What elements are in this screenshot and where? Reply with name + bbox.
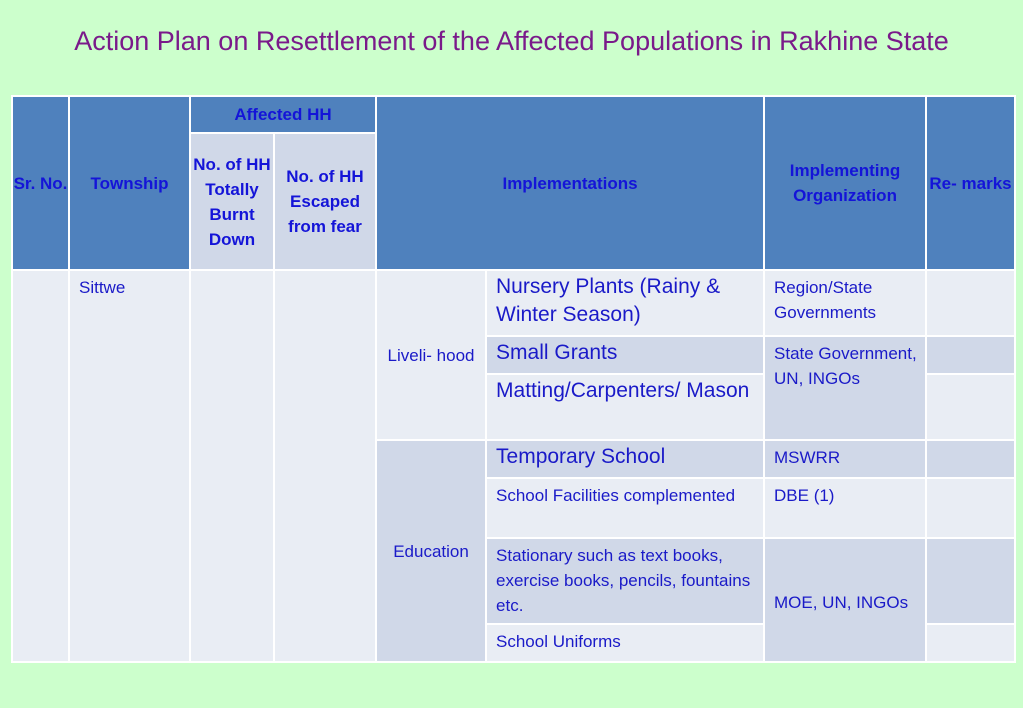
- org-cell: State Government, UN, INGOs: [764, 336, 926, 440]
- remarks-cell: [926, 336, 1015, 374]
- header-implementing-org: Implementing Organization: [764, 96, 926, 270]
- header-implementations: Implementations: [376, 96, 764, 270]
- header-escaped-fear: No. of HH Escaped from fear: [274, 133, 376, 270]
- remarks-cell: [926, 374, 1015, 440]
- implementation-item: Temporary School: [486, 440, 764, 478]
- remarks-cell: [926, 538, 1015, 624]
- implementation-item: Nursery Plants (Rainy & Winter Season): [486, 270, 764, 336]
- org-cell: MSWRR: [764, 440, 926, 478]
- page-title: Action Plan on Resettlement of the Affected Populations in Rakhine State: [74, 26, 949, 56]
- escaped-fear-cell: [274, 270, 376, 662]
- remarks-cell: [926, 270, 1015, 336]
- header-sr-no: Sr. No.: [12, 96, 69, 270]
- totally-burnt-cell: [190, 270, 274, 662]
- remarks-cell: [926, 624, 1015, 662]
- header-affected-hh: Affected HH: [190, 96, 376, 133]
- remarks-cell: [926, 478, 1015, 538]
- org-cell: Region/State Governments: [764, 270, 926, 336]
- org-cell: MOE, UN, INGOs: [764, 538, 926, 662]
- header-totally-burnt: No. of HH Totally Burnt Down: [190, 133, 274, 270]
- remarks-cell: [926, 440, 1015, 478]
- category-livelihood: Liveli- hood: [376, 270, 486, 440]
- header-remarks: Re- marks: [926, 96, 1015, 270]
- implementation-item: Matting/Carpenters/ Mason: [486, 374, 764, 440]
- header-township: Township: [69, 96, 190, 270]
- township-cell: Sittwe: [69, 270, 190, 662]
- org-cell: DBE (1): [764, 478, 926, 538]
- action-plan-table: [11, 95, 1016, 663]
- implementation-item: Small Grants: [486, 336, 764, 374]
- category-education: Education: [376, 440, 486, 662]
- implementation-item: Stationary such as text books, exercise books, pencils, fountains etc.: [486, 538, 764, 624]
- sr-no-cell: [12, 270, 69, 662]
- implementation-item: School Facilities complemented: [486, 478, 764, 538]
- implementation-item: School Uniforms: [486, 624, 764, 662]
